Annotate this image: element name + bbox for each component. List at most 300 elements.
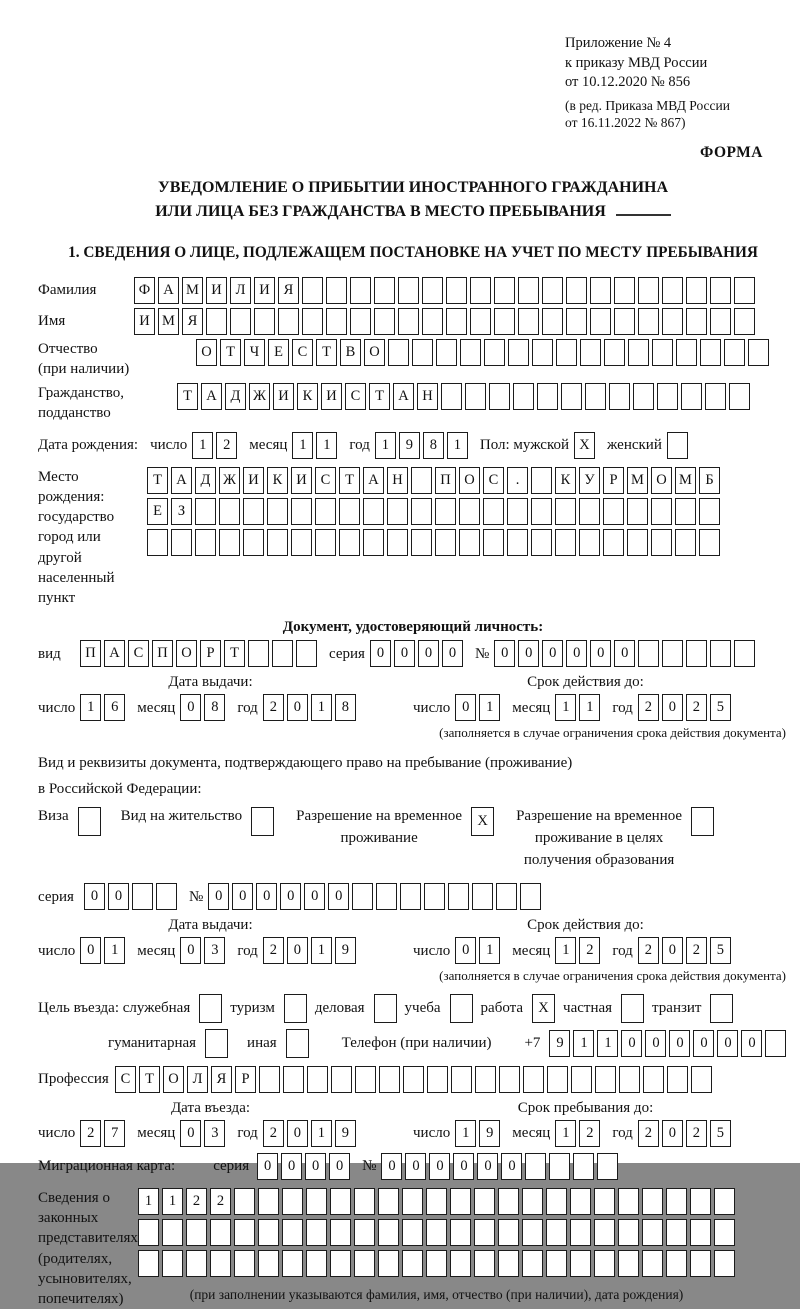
char-cell[interactable]: 0 (442, 640, 463, 667)
char-cell[interactable]: 0 (328, 883, 349, 910)
doc-series-input[interactable] (370, 640, 463, 667)
char-cell[interactable]: Е (147, 498, 168, 525)
char-cell[interactable] (307, 1066, 328, 1093)
char-cell[interactable]: И (206, 277, 227, 304)
char-cell[interactable]: 0 (662, 937, 683, 964)
char-cell[interactable]: 0 (645, 1030, 666, 1057)
char-cell[interactable] (579, 529, 600, 556)
char-cell[interactable] (628, 339, 649, 366)
char-cell[interactable]: 0 (621, 1030, 642, 1057)
char-cell[interactable]: 0 (662, 1120, 683, 1147)
char-cell[interactable]: П (152, 640, 173, 667)
char-cell[interactable]: 1 (555, 937, 576, 964)
char-cell[interactable] (734, 640, 755, 667)
sex-female-checkbox[interactable] (667, 432, 688, 459)
char-cell[interactable]: 0 (304, 883, 325, 910)
residence-number-input[interactable] (208, 883, 541, 910)
char-cell[interactable]: 0 (418, 640, 439, 667)
profession-input[interactable] (115, 1066, 712, 1093)
char-cell[interactable] (489, 383, 510, 410)
char-cell[interactable] (662, 640, 683, 667)
char-cell[interactable] (638, 640, 659, 667)
char-cell[interactable] (498, 1219, 519, 1246)
char-cell[interactable] (561, 383, 582, 410)
char-cell[interactable]: X (471, 807, 494, 836)
char-cell[interactable] (570, 1188, 591, 1215)
char-cell[interactable]: 0 (494, 640, 515, 667)
char-cell[interactable]: И (134, 308, 155, 335)
char-cell[interactable] (714, 1188, 735, 1215)
char-cell[interactable] (494, 277, 515, 304)
char-cell[interactable] (657, 383, 678, 410)
char-cell[interactable]: М (158, 308, 179, 335)
char-cell[interactable]: А (104, 640, 125, 667)
char-cell[interactable] (555, 529, 576, 556)
char-cell[interactable]: Ж (219, 467, 240, 494)
char-cell[interactable] (662, 308, 683, 335)
char-cell[interactable] (388, 339, 409, 366)
char-cell[interactable] (724, 339, 745, 366)
char-cell[interactable] (691, 807, 714, 836)
birth-place-line2-input[interactable] (147, 498, 720, 525)
char-cell[interactable]: 0 (281, 1153, 302, 1180)
char-cell[interactable]: 2 (80, 1120, 101, 1147)
char-cell[interactable]: 0 (256, 883, 277, 910)
char-cell[interactable] (339, 498, 360, 525)
char-cell[interactable]: Т (139, 1066, 160, 1093)
char-cell[interactable]: 0 (287, 1120, 308, 1147)
char-cell[interactable] (662, 277, 683, 304)
purpose-tourism-checkbox[interactable] (284, 994, 307, 1023)
char-cell[interactable] (498, 1250, 519, 1277)
char-cell[interactable] (603, 529, 624, 556)
char-cell[interactable] (426, 1188, 447, 1215)
char-cell[interactable] (403, 1066, 424, 1093)
stay-year-input[interactable] (638, 1120, 731, 1147)
birth-place-line3-input[interactable] (147, 529, 720, 556)
char-cell[interactable] (546, 1219, 567, 1246)
char-cell[interactable] (522, 1188, 543, 1215)
char-cell[interactable]: 0 (208, 883, 229, 910)
char-cell[interactable] (675, 529, 696, 556)
char-cell[interactable] (531, 467, 552, 494)
char-cell[interactable]: 0 (614, 640, 635, 667)
given-name-input[interactable] (134, 308, 755, 335)
char-cell[interactable]: А (201, 383, 222, 410)
char-cell[interactable] (459, 529, 480, 556)
char-cell[interactable] (522, 1219, 543, 1246)
char-cell[interactable] (258, 1219, 279, 1246)
char-cell[interactable]: 0 (232, 883, 253, 910)
char-cell[interactable]: О (651, 467, 672, 494)
char-cell[interactable] (282, 1250, 303, 1277)
char-cell[interactable]: 1 (292, 432, 313, 459)
char-cell[interactable]: 0 (717, 1030, 738, 1057)
char-cell[interactable] (714, 1219, 735, 1246)
char-cell[interactable]: С (115, 1066, 136, 1093)
char-cell[interactable] (765, 1030, 786, 1057)
char-cell[interactable] (195, 529, 216, 556)
char-cell[interactable] (690, 1188, 711, 1215)
char-cell[interactable] (667, 432, 688, 459)
surname-input[interactable] (134, 277, 755, 304)
char-cell[interactable]: Я (211, 1066, 232, 1093)
char-cell[interactable] (234, 1219, 255, 1246)
char-cell[interactable]: 0 (257, 1153, 278, 1180)
birth-day-input[interactable] (192, 432, 237, 459)
char-cell[interactable]: С (483, 467, 504, 494)
char-cell[interactable] (518, 308, 539, 335)
char-cell[interactable] (627, 498, 648, 525)
char-cell[interactable] (339, 529, 360, 556)
char-cell[interactable] (450, 1219, 471, 1246)
char-cell[interactable] (475, 1066, 496, 1093)
char-cell[interactable]: 0 (305, 1153, 326, 1180)
issue-year-input[interactable] (263, 694, 356, 721)
char-cell[interactable] (513, 383, 534, 410)
char-cell[interactable] (566, 308, 587, 335)
char-cell[interactable] (734, 308, 755, 335)
char-cell[interactable]: 6 (104, 694, 125, 721)
char-cell[interactable]: 1 (573, 1030, 594, 1057)
char-cell[interactable] (450, 1250, 471, 1277)
birth-place-line1-input[interactable] (147, 467, 720, 494)
char-cell[interactable] (499, 1066, 520, 1093)
char-cell[interactable] (651, 529, 672, 556)
char-cell[interactable] (259, 1066, 280, 1093)
char-cell[interactable] (474, 1188, 495, 1215)
char-cell[interactable]: У (579, 467, 600, 494)
char-cell[interactable]: 0 (180, 937, 201, 964)
char-cell[interactable]: 1 (311, 937, 332, 964)
char-cell[interactable] (302, 308, 323, 335)
char-cell[interactable] (666, 1250, 687, 1277)
char-cell[interactable]: 2 (686, 694, 707, 721)
char-cell[interactable]: 0 (287, 937, 308, 964)
char-cell[interactable] (450, 994, 473, 1023)
char-cell[interactable] (547, 1066, 568, 1093)
temp-residence-edu-checkbox[interactable] (691, 807, 714, 836)
representatives-line1-input[interactable] (138, 1188, 735, 1215)
char-cell[interactable] (609, 383, 630, 410)
char-cell[interactable] (520, 883, 541, 910)
char-cell[interactable] (585, 383, 606, 410)
char-cell[interactable] (326, 277, 347, 304)
char-cell[interactable] (465, 383, 486, 410)
char-cell[interactable] (282, 1219, 303, 1246)
char-cell[interactable] (531, 498, 552, 525)
char-cell[interactable] (590, 308, 611, 335)
char-cell[interactable]: М (627, 467, 648, 494)
char-cell[interactable] (450, 1188, 471, 1215)
char-cell[interactable] (199, 994, 222, 1023)
char-cell[interactable]: 1 (311, 694, 332, 721)
char-cell[interactable] (522, 1250, 543, 1277)
char-cell[interactable] (595, 1066, 616, 1093)
char-cell[interactable]: 0 (80, 937, 101, 964)
char-cell[interactable]: 2 (686, 1120, 707, 1147)
char-cell[interactable] (542, 277, 563, 304)
char-cell[interactable] (621, 994, 644, 1023)
char-cell[interactable]: С (345, 383, 366, 410)
char-cell[interactable]: 1 (80, 694, 101, 721)
char-cell[interactable] (542, 308, 563, 335)
char-cell[interactable] (219, 529, 240, 556)
char-cell[interactable] (350, 277, 371, 304)
char-cell[interactable] (402, 1250, 423, 1277)
char-cell[interactable]: 0 (590, 640, 611, 667)
char-cell[interactable] (691, 1066, 712, 1093)
char-cell[interactable] (254, 308, 275, 335)
char-cell[interactable] (411, 467, 432, 494)
char-cell[interactable] (614, 277, 635, 304)
char-cell[interactable]: 0 (329, 1153, 350, 1180)
char-cell[interactable]: 0 (180, 1120, 201, 1147)
char-cell[interactable] (402, 1188, 423, 1215)
char-cell[interactable] (230, 308, 251, 335)
char-cell[interactable] (210, 1219, 231, 1246)
char-cell[interactable] (354, 1188, 375, 1215)
char-cell[interactable] (411, 498, 432, 525)
char-cell[interactable] (470, 277, 491, 304)
char-cell[interactable]: 1 (579, 694, 600, 721)
char-cell[interactable] (171, 529, 192, 556)
phone-input[interactable] (549, 1030, 786, 1057)
char-cell[interactable] (78, 807, 101, 836)
char-cell[interactable] (483, 529, 504, 556)
char-cell[interactable]: А (393, 383, 414, 410)
char-cell[interactable] (331, 1066, 352, 1093)
char-cell[interactable] (402, 1219, 423, 1246)
char-cell[interactable]: Т (220, 339, 241, 366)
char-cell[interactable] (234, 1188, 255, 1215)
char-cell[interactable] (483, 498, 504, 525)
representatives-line2-input[interactable] (138, 1219, 735, 1246)
char-cell[interactable]: К (297, 383, 318, 410)
char-cell[interactable] (234, 1250, 255, 1277)
issue-day-input[interactable] (80, 694, 125, 721)
char-cell[interactable] (498, 1188, 519, 1215)
char-cell[interactable]: 0 (381, 1153, 402, 1180)
doc-number-input[interactable] (494, 640, 755, 667)
char-cell[interactable] (633, 383, 654, 410)
char-cell[interactable] (426, 1250, 447, 1277)
char-cell[interactable] (350, 308, 371, 335)
char-cell[interactable] (426, 1219, 447, 1246)
char-cell[interactable]: 5 (710, 694, 731, 721)
char-cell[interactable] (571, 1066, 592, 1093)
char-cell[interactable] (374, 308, 395, 335)
char-cell[interactable]: В (340, 339, 361, 366)
char-cell[interactable] (411, 529, 432, 556)
char-cell[interactable] (573, 1153, 594, 1180)
char-cell[interactable] (378, 1219, 399, 1246)
char-cell[interactable]: Т (177, 383, 198, 410)
char-cell[interactable] (398, 308, 419, 335)
char-cell[interactable]: Я (278, 277, 299, 304)
char-cell[interactable]: Е (268, 339, 289, 366)
char-cell[interactable]: 0 (287, 694, 308, 721)
char-cell[interactable]: И (321, 383, 342, 410)
char-cell[interactable] (378, 1188, 399, 1215)
char-cell[interactable] (642, 1219, 663, 1246)
patronymic-input[interactable] (196, 339, 769, 366)
char-cell[interactable]: 2 (686, 937, 707, 964)
char-cell[interactable] (523, 1066, 544, 1093)
char-cell[interactable] (283, 1066, 304, 1093)
char-cell[interactable]: А (171, 467, 192, 494)
char-cell[interactable]: 2 (263, 937, 284, 964)
char-cell[interactable] (681, 383, 702, 410)
char-cell[interactable] (686, 277, 707, 304)
char-cell[interactable] (699, 498, 720, 525)
entry-day-input[interactable] (80, 1120, 125, 1147)
valid-day-input[interactable] (455, 694, 500, 721)
char-cell[interactable] (248, 640, 269, 667)
char-cell[interactable] (525, 1153, 546, 1180)
char-cell[interactable] (675, 498, 696, 525)
char-cell[interactable]: 0 (501, 1153, 522, 1180)
char-cell[interactable]: С (315, 467, 336, 494)
char-cell[interactable] (186, 1219, 207, 1246)
char-cell[interactable] (594, 1250, 615, 1277)
char-cell[interactable]: 2 (263, 1120, 284, 1147)
char-cell[interactable] (400, 883, 421, 910)
char-cell[interactable] (507, 498, 528, 525)
char-cell[interactable]: Т (369, 383, 390, 410)
char-cell[interactable] (446, 308, 467, 335)
char-cell[interactable]: 1 (375, 432, 396, 459)
char-cell[interactable] (690, 1250, 711, 1277)
char-cell[interactable] (282, 1188, 303, 1215)
char-cell[interactable] (666, 1219, 687, 1246)
char-cell[interactable] (546, 1250, 567, 1277)
char-cell[interactable]: 1 (311, 1120, 332, 1147)
char-cell[interactable]: Н (417, 383, 438, 410)
char-cell[interactable] (686, 640, 707, 667)
char-cell[interactable] (138, 1219, 159, 1246)
char-cell[interactable] (291, 529, 312, 556)
char-cell[interactable] (374, 994, 397, 1023)
char-cell[interactable] (330, 1250, 351, 1277)
char-cell[interactable]: Р (200, 640, 221, 667)
char-cell[interactable] (156, 883, 177, 910)
char-cell[interactable]: 2 (638, 694, 659, 721)
char-cell[interactable] (604, 339, 625, 366)
char-cell[interactable] (651, 498, 672, 525)
char-cell[interactable]: X (574, 432, 595, 459)
char-cell[interactable]: Т (316, 339, 337, 366)
char-cell[interactable]: 0 (693, 1030, 714, 1057)
char-cell[interactable]: 2 (216, 432, 237, 459)
purpose-private-checkbox[interactable] (621, 994, 644, 1023)
char-cell[interactable] (306, 1188, 327, 1215)
char-cell[interactable] (484, 339, 505, 366)
char-cell[interactable]: 1 (479, 937, 500, 964)
char-cell[interactable] (619, 1066, 640, 1093)
char-cell[interactable] (570, 1219, 591, 1246)
char-cell[interactable] (378, 1250, 399, 1277)
char-cell[interactable]: 8 (423, 432, 444, 459)
char-cell[interactable] (518, 277, 539, 304)
char-cell[interactable] (474, 1250, 495, 1277)
char-cell[interactable] (412, 339, 433, 366)
doc-kind-input[interactable] (80, 640, 317, 667)
char-cell[interactable]: 0 (518, 640, 539, 667)
char-cell[interactable] (448, 883, 469, 910)
char-cell[interactable]: 3 (204, 1120, 225, 1147)
char-cell[interactable] (667, 1066, 688, 1093)
char-cell[interactable]: 2 (579, 937, 600, 964)
char-cell[interactable]: X (532, 994, 555, 1023)
char-cell[interactable] (258, 1188, 279, 1215)
char-cell[interactable]: 0 (741, 1030, 762, 1057)
char-cell[interactable]: 2 (210, 1188, 231, 1215)
char-cell[interactable]: О (459, 467, 480, 494)
migration-series-input[interactable] (257, 1153, 350, 1180)
char-cell[interactable] (580, 339, 601, 366)
char-cell[interactable] (379, 1066, 400, 1093)
char-cell[interactable] (162, 1250, 183, 1277)
char-cell[interactable]: Д (225, 383, 246, 410)
char-cell[interactable] (186, 1250, 207, 1277)
char-cell[interactable]: 9 (549, 1030, 570, 1057)
char-cell[interactable] (296, 640, 317, 667)
char-cell[interactable] (306, 1219, 327, 1246)
char-cell[interactable]: П (80, 640, 101, 667)
char-cell[interactable] (162, 1219, 183, 1246)
purpose-transit-checkbox[interactable] (710, 994, 733, 1023)
char-cell[interactable] (387, 529, 408, 556)
char-cell[interactable]: Т (147, 467, 168, 494)
char-cell[interactable] (597, 1153, 618, 1180)
char-cell[interactable]: 0 (429, 1153, 450, 1180)
migration-number-input[interactable] (381, 1153, 618, 1180)
char-cell[interactable]: Н (387, 467, 408, 494)
char-cell[interactable] (315, 529, 336, 556)
char-cell[interactable] (315, 498, 336, 525)
char-cell[interactable]: Б (699, 467, 720, 494)
char-cell[interactable] (422, 308, 443, 335)
char-cell[interactable]: 9 (399, 432, 420, 459)
char-cell[interactable]: 1 (555, 1120, 576, 1147)
char-cell[interactable]: З (171, 498, 192, 525)
char-cell[interactable] (699, 529, 720, 556)
temp-residence-checkbox[interactable] (471, 807, 494, 836)
char-cell[interactable]: 3 (204, 937, 225, 964)
char-cell[interactable]: К (555, 467, 576, 494)
char-cell[interactable]: Ч (244, 339, 265, 366)
char-cell[interactable]: С (292, 339, 313, 366)
char-cell[interactable]: 0 (405, 1153, 426, 1180)
char-cell[interactable] (590, 277, 611, 304)
char-cell[interactable] (436, 339, 457, 366)
char-cell[interactable]: 9 (479, 1120, 500, 1147)
birth-year-input[interactable] (375, 432, 468, 459)
char-cell[interactable]: 2 (263, 694, 284, 721)
char-cell[interactable]: С (128, 640, 149, 667)
char-cell[interactable]: 0 (477, 1153, 498, 1180)
char-cell[interactable]: 9 (335, 1120, 356, 1147)
representatives-line3-input[interactable] (138, 1250, 735, 1277)
char-cell[interactable] (508, 339, 529, 366)
char-cell[interactable]: О (176, 640, 197, 667)
char-cell[interactable] (566, 277, 587, 304)
char-cell[interactable]: 1 (555, 694, 576, 721)
char-cell[interactable] (690, 1219, 711, 1246)
visa-checkbox[interactable] (78, 807, 101, 836)
char-cell[interactable]: Ж (249, 383, 270, 410)
